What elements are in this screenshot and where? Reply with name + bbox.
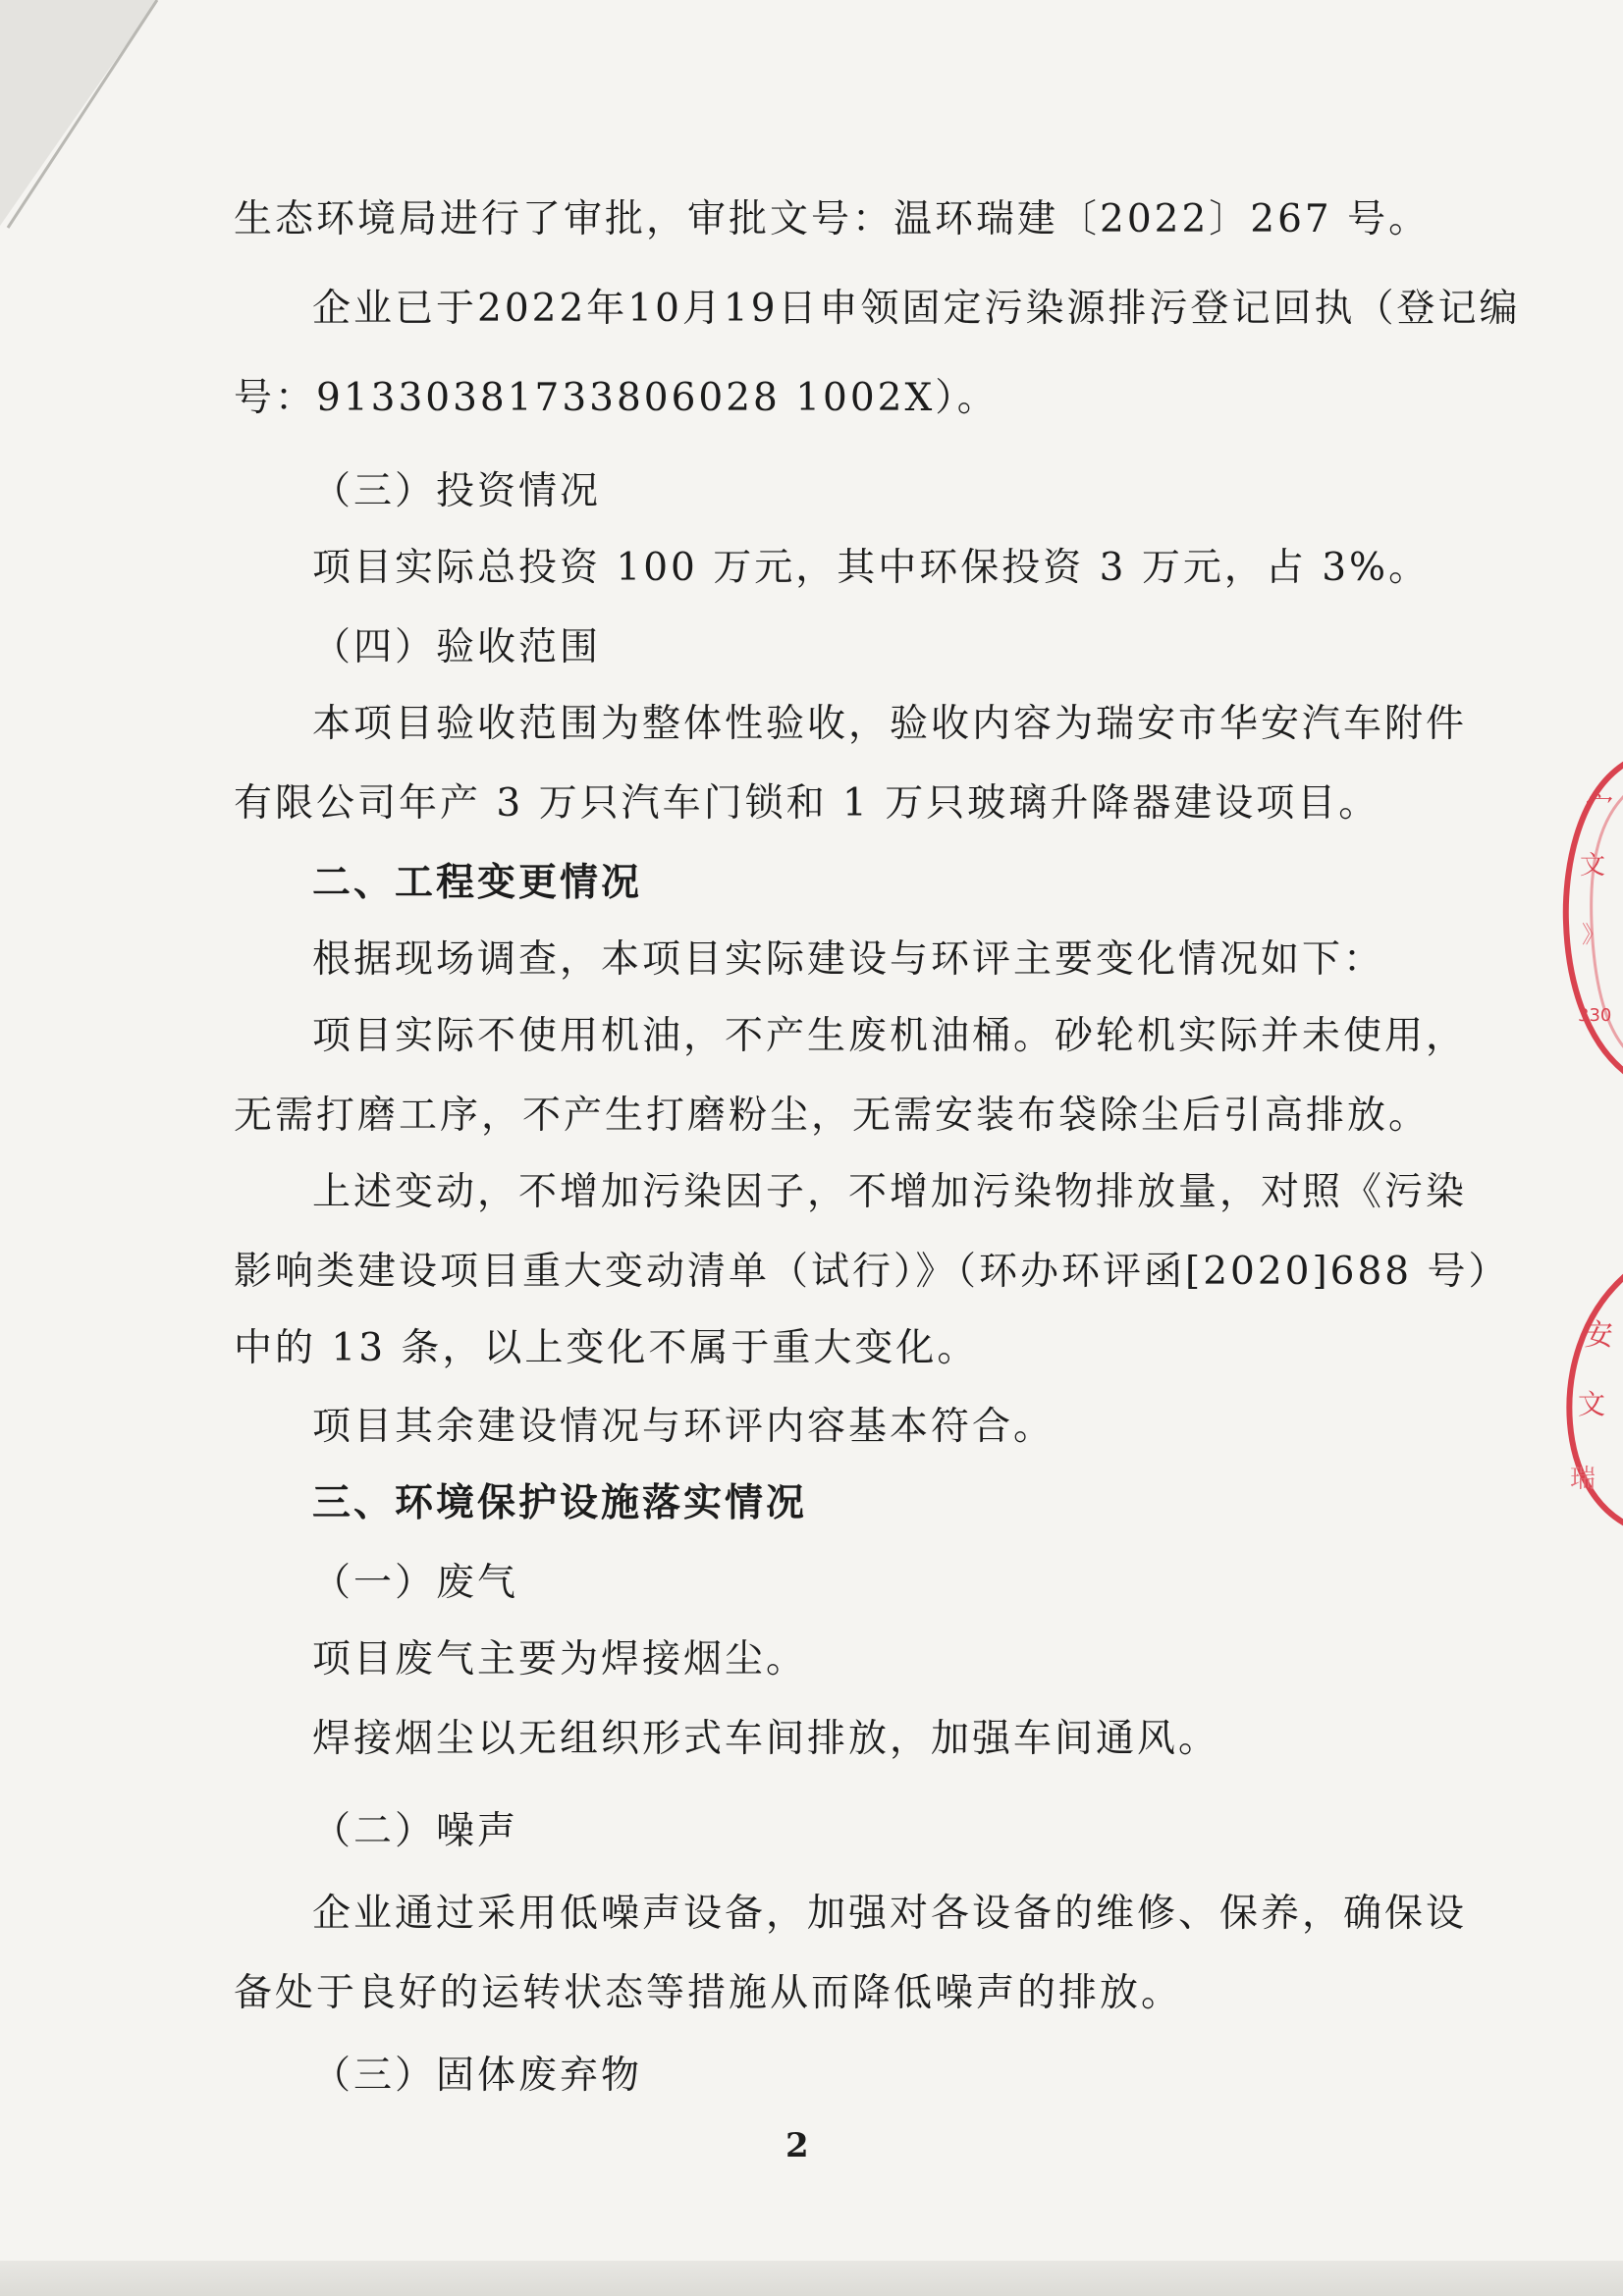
section-heading: （三）投资情况 bbox=[312, 469, 602, 513]
text-line: 企业已于2022年10月19日申领固定污染源排污登记回执（登记编 bbox=[312, 287, 1521, 331]
svg-text:文: 文 bbox=[1580, 851, 1606, 881]
text-line: 本项目验收范围为整体性验收，验收内容为瑞安市华安汽车附件 bbox=[312, 702, 1468, 746]
svg-text:安: 安 bbox=[1584, 1318, 1613, 1353]
text-line: 根据现场调查，本项目实际建设与环评主要变化情况如下： bbox=[312, 937, 1385, 982]
svg-text:》: 》 bbox=[1582, 921, 1605, 948]
text-line: 中的 13 条，以上变化不属于重大变化。 bbox=[234, 1326, 979, 1370]
svg-text:文: 文 bbox=[1578, 1388, 1606, 1420]
text-line: 项目实际总投资 100 万元，其中环保投资 3 万元，占 3%。 bbox=[312, 546, 1431, 590]
svg-text:宀: 宀 bbox=[1586, 789, 1614, 822]
text-line: 焊接烟尘以无组织形式车间排放，加强车间通风。 bbox=[312, 1717, 1220, 1761]
chapter-heading: 二、工程变更情况 bbox=[312, 860, 643, 905]
page-number: 2 bbox=[785, 2126, 809, 2165]
text-line: 影响类建设项目重大变动清单（试行）》（环办环评函[2020]688 号） bbox=[234, 1250, 1510, 1294]
text-line: 号：91330381733806028 1002X）。 bbox=[234, 376, 999, 420]
folded-corner-shadow bbox=[0, 0, 196, 255]
text-line: 有限公司年产 3 万只汽车门锁和 1 万只玻璃升降器建设项目。 bbox=[234, 781, 1380, 826]
section-heading: （一）废气 bbox=[312, 1561, 519, 1605]
svg-text:330: 330 bbox=[1578, 1005, 1612, 1026]
text-line: 无需打磨工序，不产生打磨粉尘，无需安装布袋除尘后引高排放。 bbox=[234, 1094, 1431, 1138]
text-line: 上述变动，不增加污染因子，不增加污染物排放量，对照《污染 bbox=[312, 1170, 1468, 1214]
section-heading: （四）验收范围 bbox=[312, 625, 602, 669]
svg-text:瑞: 瑞 bbox=[1570, 1465, 1596, 1494]
section-heading: （二）噪声 bbox=[312, 1809, 519, 1853]
text-line: 备处于良好的运转状态等措施从而降低噪声的排放。 bbox=[234, 1971, 1183, 2015]
text-line: 项目实际不使用机油，不产生废机油桶。砂轮机实际并未使用， bbox=[312, 1014, 1468, 1058]
text-line: 生态环境局进行了审批，审批文号：温环瑞建〔2022〕267 号。 bbox=[234, 197, 1431, 241]
text-line: 企业通过采用低噪声设备，加强对各设备的维修、保养，确保设 bbox=[312, 1892, 1468, 1936]
section-heading: （三）固体废弃物 bbox=[312, 2054, 643, 2098]
text-line: 项目废气主要为焊接烟尘。 bbox=[312, 1637, 808, 1682]
seal-stamp-partial bbox=[1556, 756, 1623, 1080]
seal-stamp-partial-lower bbox=[1556, 1266, 1623, 1531]
scan-edge bbox=[0, 2261, 1623, 2296]
chapter-heading: 三、环境保护设施落实情况 bbox=[312, 1480, 808, 1525]
text-line: 项目其余建设情况与环评内容基本符合。 bbox=[312, 1405, 1055, 1449]
